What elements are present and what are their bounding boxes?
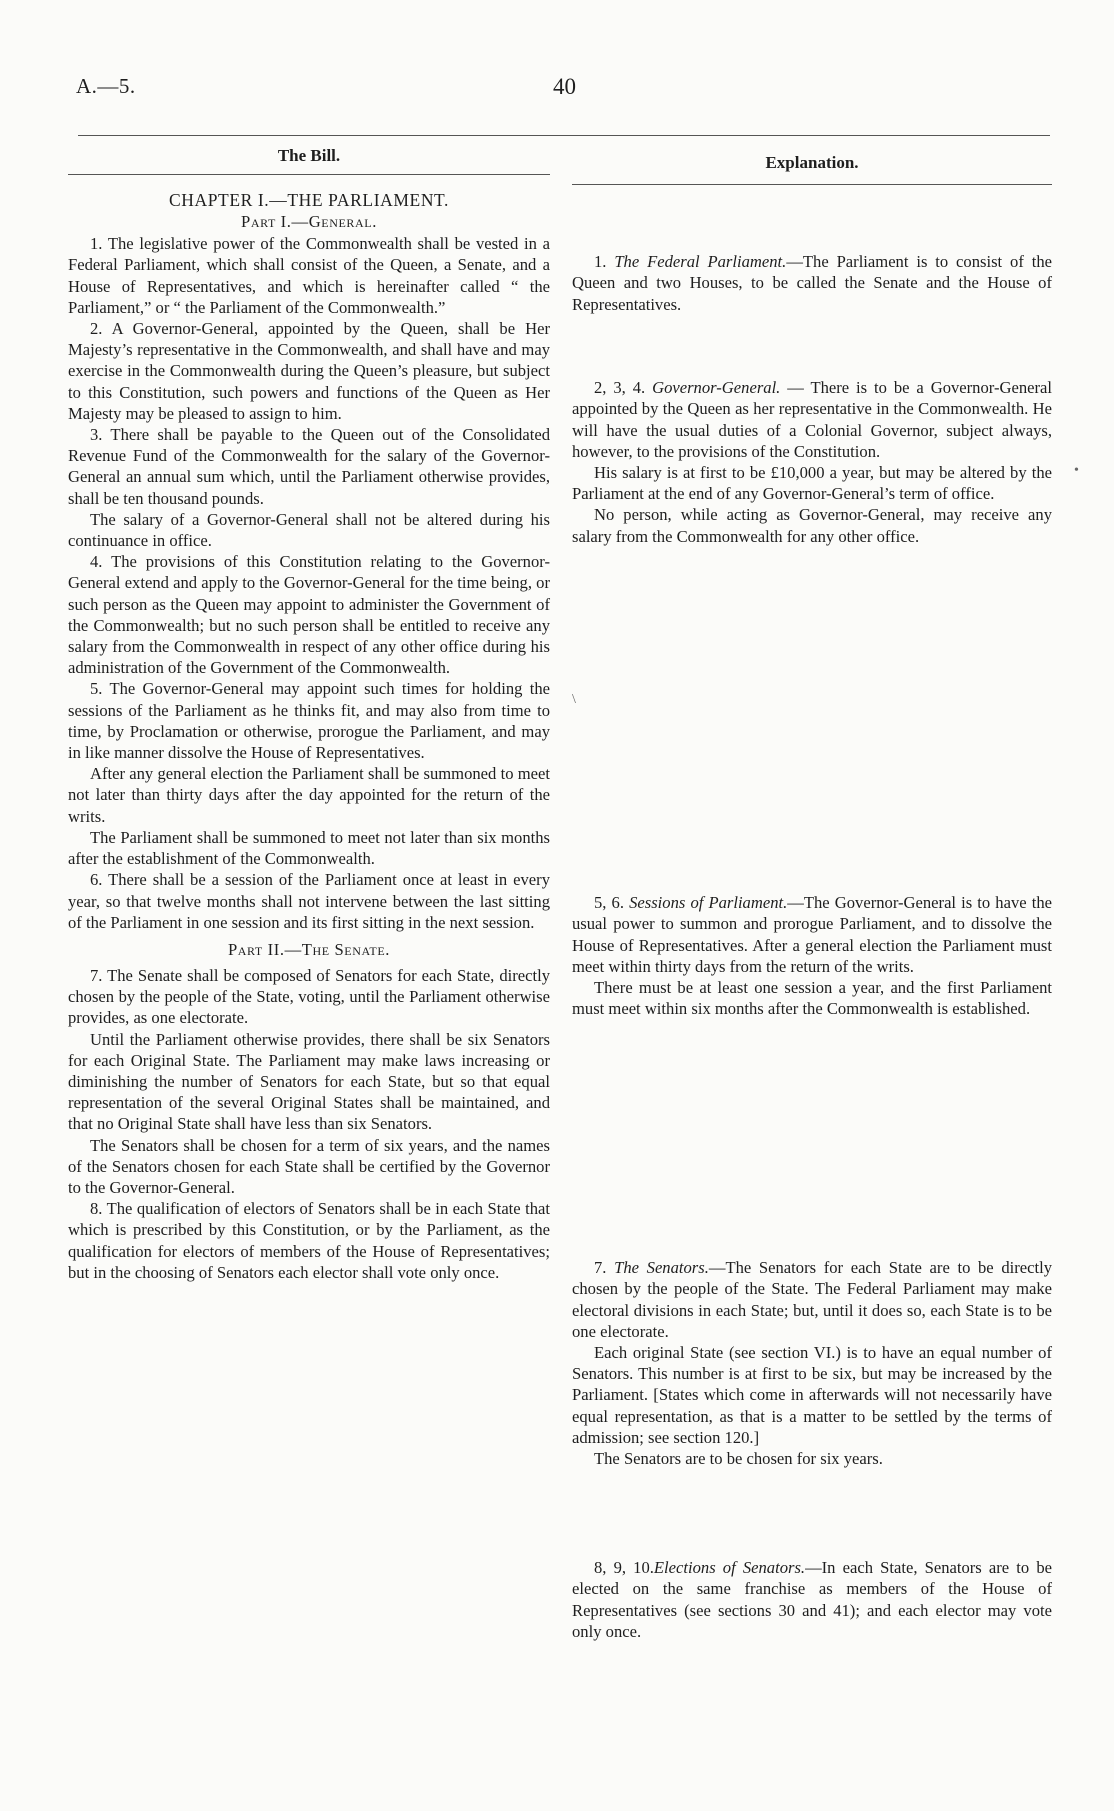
note-7-title: The Senators. — [614, 1258, 709, 1278]
bill-heading-rule — [68, 174, 550, 175]
bill-column-heading: The Bill. — [277, 146, 341, 165]
section-6: 6. There shall be a session of the Parliament once at least in every year, so that twelve months shall not intervene between the last sitting of the Parliament in one session and its first sitting in the next session. — [68, 870, 550, 932]
note-2-text: — There is to be a Governor-General appointed by the Queen as her representative in the Commonwealth. He will have the usual duties of a Colonial Governor, subject always, however, to the provisions of the Constitution. — [572, 378, 1052, 461]
note-2-para — [572, 377, 1052, 462]
section-2: 2. A Governor-General, appointed by the Queen, shall be Her Majesty’s representative in the Commonwealth, and shall have and may exercise in the Commonwealth during the Queen’s pleasure, but subject to this Constitution, such powers and functions of the Queen as Her Majesty may be pleased to assign to him. — [68, 319, 550, 423]
section-8: 8. The qualification of electors of Senators shall be in each State that which is prescribed by this Constitution, or by the Parliament, as the qualification for electors of members of the House of Representatives; but in the choosing of Senators each elector shall vote only once. — [68, 1199, 550, 1282]
section-5-summons: The Parliament shall be summoned to meet not later than six months after the establishment of the Commonwealth. — [68, 827, 550, 869]
print-dot: • — [1074, 463, 1079, 478]
note-7-equal: Each original State (see section VI.) is to have an equal number of Senators. This number is at first to be six, but may be increased by the Parliament. [States which come in afterwards will not necessarily have equal representation, as that is a matter to be settled by the terms of admission; see section 120.] — [572, 1343, 1052, 1447]
note-elections — [572, 1557, 1052, 1642]
note-2-title: Governor-General. — [652, 378, 781, 398]
note-5-text: —The Governor-General is to have the usual power to summon and prorogue Parliament, and to dissolve the House of Representatives. After a general election the Parliament must meet within thirty days from the return of the writs. — [572, 893, 1053, 976]
note-8-text: —In each State, Senators are to be elected on the same franchise as members of the House of Representatives (see sections 30 and 41); and each elector may vote only once. — [572, 1558, 1052, 1641]
note-2-office: No person, while acting as Governor-General, may receive any salary from the Commonwealth for any other office. — [572, 505, 1052, 546]
chapter-title: CHAPTER I.—THE PARLIAMENT. — [168, 190, 450, 211]
section-7: 7. The Senate shall be composed of Senators for each State, directly chosen by the people of the State, voting, until the Parliament otherwise provides, as one electorate. — [68, 965, 550, 1028]
explanation-column-heading: Explanation. — [765, 153, 859, 172]
note-senators — [572, 1257, 1052, 1469]
document-reference: A.—5. — [76, 74, 136, 98]
note-5-para — [572, 892, 1052, 977]
note-1-title: The Federal Parliament. — [614, 252, 787, 272]
section-7-number: Until the Parliament otherwise provides, there shall be six Senators for each Original State. The Parliament may make laws increasing or diminishing the number of Senators for each State, but so that equal representation of the several Original States shall be maintained, and that no Original State shall have less than six Senators. — [68, 1029, 550, 1134]
note-8-number: 8, 9, 10. — [594, 1558, 654, 1578]
section-4: 4. The provisions of this Constitution relating to the Governor-General extend and apply to the Governor-General for the time being, or such person as the Queen may appoint to administer the Government of the Commonwealth; but no such person shall be entitled to receive any salary from the Commonwealth in respect of any other office during his administration of the Government of the Commonwealth. — [68, 552, 550, 678]
note-sessions — [572, 892, 1052, 1019]
section-7-term: The Senators shall be chosen for a term of six years, and the names of the Senators chosen for each State shall be certified by the Governor to the Governor-General. — [68, 1135, 550, 1197]
print-mark: \ — [572, 692, 576, 707]
note-5-number: 5, 6. — [594, 893, 624, 913]
explanation-heading-rule — [572, 184, 1052, 185]
note-governor-general — [572, 377, 1052, 547]
section-3-salary: The salary of a Governor-General shall not be altered during his continuance in office. — [68, 509, 550, 551]
section-5: 5. The Governor-General may appoint such times for holding the sessions of the Parliament as he thinks fit, and may also from time to time, by Proclamation or otherwise, prorogue the Parliament, and may in like manner dissolve the House of Representatives. — [68, 679, 550, 763]
note-2-salary: His salary is at first to be £10,000 a year, but may be altered by the Parliament at the end of any Governor-General’s term of office. — [572, 463, 1052, 504]
note-7-para — [572, 1257, 1052, 1342]
note-7-text: —The Senators for each State are to be directly chosen by the people of the State. The Federal Parliament may make electoral divisions in each State; but, until it does so, each State is to be one electorate. — [572, 1258, 1053, 1341]
note-8-title: Elections of Senators. — [653, 1558, 806, 1578]
note-federal-parliament — [572, 251, 1052, 315]
part-title-senate: Part II.—The Senate. — [227, 939, 391, 959]
note-2-number: 2, 3, 4. — [594, 378, 646, 398]
bill-column — [68, 145, 550, 1283]
part-title-general: Part I.—General. — [241, 212, 377, 232]
note-1-text: —The Parliament is to consist of the Queen and two Houses, to be called the Senate and the House of Representatives. — [572, 252, 1052, 314]
note-7-number: 7. — [594, 1258, 607, 1278]
page-number: 40 — [553, 74, 576, 99]
section-3: 3. There shall be payable to the Queen out of the Consolidated Revenue Fund of the Commonwealth for the salary of the Governor-General an annual sum which, until the Parliament otherwise provides, shall be ten thousand pounds. — [68, 425, 550, 508]
explanation-column — [572, 145, 1053, 1641]
note-5-annual: There must be at least one session a year, and the first Parliament must meet within six months after the Commonwealth is established. — [572, 978, 1052, 1019]
section-1: 1. The legislative power of the Commonwealth shall be vested in a Federal Parliament, which shall consist of the Queen, a Senate, and a House of Representatives, and which is hereinafter called “ the Parliament,” or “ the Parliament of the Commonwealth.” — [68, 234, 550, 317]
note-1-number: 1. — [594, 252, 607, 272]
note-7-term: The Senators are to be chosen for six years. — [594, 1449, 883, 1469]
header-rule — [78, 135, 1050, 136]
note-5-title: Sessions of Parliament. — [629, 893, 788, 913]
section-5-election: After any general election the Parliament shall be summoned to meet not later than thirty days after the day appointed for the return of the writs. — [68, 764, 550, 826]
